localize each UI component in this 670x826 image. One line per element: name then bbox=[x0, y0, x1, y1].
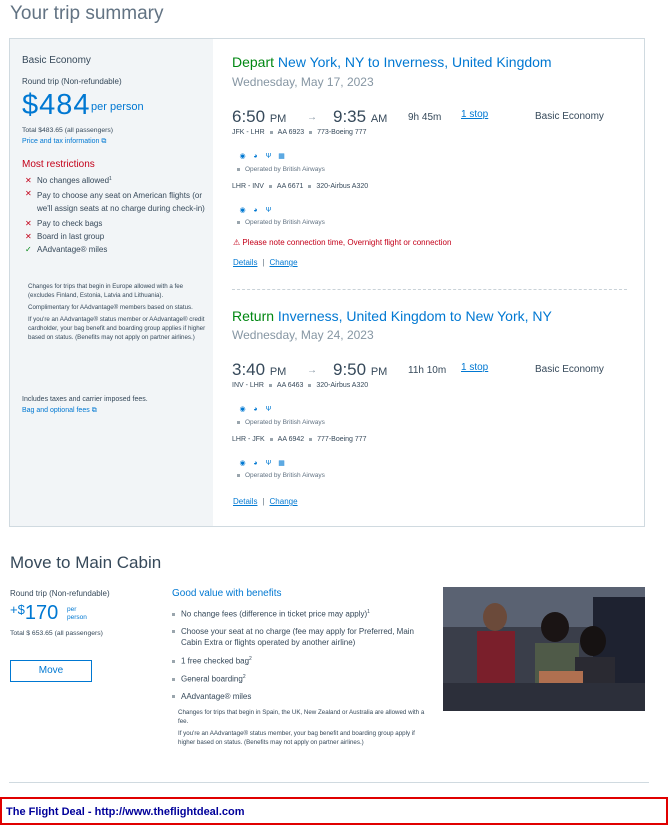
benefit-item: AAdvantage® miles bbox=[172, 691, 434, 702]
passengers-photo bbox=[443, 587, 645, 711]
upsell-price: +$170 bbox=[10, 602, 59, 624]
power-icon: ◕ bbox=[253, 153, 258, 160]
depart-title: Depart New York, NY to Inverness, United Kingdom bbox=[232, 54, 552, 70]
return-actions: Details | Change bbox=[233, 497, 298, 506]
amenities bbox=[237, 199, 276, 217]
fare-cabin: Basic Economy bbox=[22, 55, 91, 66]
fare-trip-type: Round trip (Non-refundable) bbox=[22, 77, 122, 86]
check-icon: ✓ bbox=[25, 245, 32, 254]
usb-icon: Ψ bbox=[265, 207, 272, 214]
return-date: Wednesday, May 24, 2023 bbox=[232, 328, 374, 342]
upsell-per-person: per person bbox=[67, 606, 87, 621]
return-change-link[interactable]: Change bbox=[269, 497, 298, 506]
benefit-item: No change fees (difference in ticket price may apply)$^1$ bbox=[172, 607, 434, 620]
restriction-text: Pay to check bags bbox=[37, 219, 103, 228]
return-title: Return Inverness, United Kingdom to New York, NY bbox=[232, 308, 552, 324]
depart-duration: 9h 45m bbox=[408, 112, 442, 123]
restriction-text: Pay to choose any seat on American flights (or we'll assign seats at no charge during check-in) bbox=[37, 191, 205, 213]
fare-price: $484 bbox=[22, 89, 91, 121]
wifi-icon: ◉ bbox=[239, 153, 246, 160]
restriction-item bbox=[25, 189, 205, 215]
x-icon: ✕ bbox=[25, 219, 32, 228]
depart-seg2-route: LHR - INV AA 6671 320-Airbus A320 bbox=[232, 183, 369, 190]
return-stops-link[interactable]: 1 stop bbox=[461, 362, 489, 373]
x-icon: ✕ bbox=[25, 232, 32, 241]
depart-actions: Details | Change bbox=[233, 258, 298, 267]
fare-total: Total $483.65 (all passengers) bbox=[22, 127, 114, 134]
return-details-link[interactable]: Details bbox=[233, 497, 258, 506]
depart-seg2-operator: Operated by British Airways bbox=[237, 219, 325, 226]
benefits-list bbox=[172, 607, 434, 702]
fare-footnotes bbox=[28, 282, 206, 342]
return-duration: 11h 10m bbox=[408, 365, 447, 376]
arrow-right-icon: → bbox=[307, 365, 317, 376]
restriction-item bbox=[25, 219, 205, 228]
upsell-footnotes bbox=[178, 708, 430, 747]
depart-date: Wednesday, May 17, 2023 bbox=[232, 75, 374, 89]
power-icon: ◕ bbox=[253, 460, 258, 467]
return-arr-time: 9:50 PM bbox=[333, 360, 388, 379]
restriction-item bbox=[25, 232, 205, 241]
depart-dep-time: 6:50 PM bbox=[232, 107, 287, 126]
depart-cabin: Basic Economy bbox=[535, 111, 604, 122]
depart-details-link[interactable]: Details bbox=[233, 258, 258, 267]
footnote: Changes for trips that begin in Europe allowed with a fee (excludes Finland, Estonia, Latvia and Lithuania). bbox=[28, 283, 184, 299]
upsell-title: Move to Main Cabin bbox=[10, 553, 162, 572]
wifi-icon: ◉ bbox=[239, 406, 246, 413]
benefit-item: General boarding$^2$ bbox=[172, 672, 434, 685]
usb-icon: Ψ bbox=[265, 153, 272, 160]
return-seg2-route: LHR - JFK AA 6942 777-Boeing 777 bbox=[232, 436, 367, 443]
depart-arr-time: 9:35 AM bbox=[333, 107, 388, 126]
x-icon: ✕ bbox=[25, 176, 32, 185]
restrictions-list bbox=[25, 176, 205, 254]
amenities bbox=[237, 452, 289, 470]
depart-stops-link[interactable]: 1 stop bbox=[461, 109, 489, 120]
wifi-icon: ◉ bbox=[239, 207, 246, 214]
benefit-item: Choose your seat at no charge (fee may apply for Preferred, Main Cabin Extra or flights operated by another airline) bbox=[172, 626, 434, 648]
depart-seg1-route: JFK - LHR AA 6923 773-Boeing 777 bbox=[232, 129, 367, 136]
entertainment-icon: ▦ bbox=[278, 460, 285, 467]
x-icon: ✕ bbox=[25, 189, 32, 198]
connection-warning: ⚠ Please note connection time, Overnight flight or connection bbox=[233, 238, 452, 247]
arrow-right-icon: → bbox=[307, 112, 317, 123]
footnote: Changes for trips that begin in Spain, the UK, New Zealand or Australia are allowed with a fee. bbox=[178, 709, 425, 725]
amenities bbox=[237, 145, 289, 163]
footnote: If you're an AAdvantage® status member or AAdvantage® credit cardholder, your bag benefit and boarding group applies if higher based on status. (Benefits may not apply on partner airlines.) bbox=[28, 316, 206, 341]
power-icon: ◕ bbox=[253, 207, 258, 214]
wifi-icon: ◉ bbox=[239, 460, 246, 467]
bag-fees-link[interactable]: Bag and optional fees ⧉ bbox=[22, 407, 97, 414]
return-cabin: Basic Economy bbox=[535, 364, 604, 375]
footnote: Complimentary for AAdvantage® members based on status. bbox=[28, 304, 193, 311]
usb-icon: Ψ bbox=[265, 406, 272, 413]
restriction-text: No changes allowed bbox=[37, 176, 110, 185]
restrictions-title: Most restrictions bbox=[22, 159, 95, 170]
footer-text[interactable]: The Flight Deal - http://www.theflightdeal.com bbox=[6, 806, 245, 818]
move-button[interactable]: Move bbox=[10, 660, 92, 682]
power-icon: ◕ bbox=[253, 406, 258, 413]
return-seg1-route: INV - LHR AA 6463 320-Airbus A320 bbox=[232, 382, 369, 389]
return-seg2-operator: Operated by British Airways bbox=[237, 472, 325, 479]
footer-banner bbox=[0, 797, 668, 825]
benefits-title: Good value with benefits bbox=[172, 588, 282, 599]
new-window-icon: ⧉ bbox=[101, 138, 107, 145]
segment-divider bbox=[232, 289, 627, 290]
depart-change-link[interactable]: Change bbox=[269, 258, 298, 267]
section-divider bbox=[9, 782, 649, 783]
fare-per-person: per person bbox=[91, 101, 144, 113]
restriction-text: AAdvantage® miles bbox=[37, 245, 108, 254]
restriction-item bbox=[25, 245, 205, 254]
price-tax-link[interactable]: Price and tax information ⧉ bbox=[22, 138, 107, 145]
warning-icon: ⚠ bbox=[233, 238, 241, 247]
return-dep-time: 3:40 PM bbox=[232, 360, 287, 379]
benefit-item: 1 free checked bag$^2$ bbox=[172, 654, 434, 667]
page-title: Your trip summary bbox=[10, 3, 164, 24]
new-window-icon: ⧉ bbox=[91, 407, 97, 414]
footnote: If you're an AAdvantage® status member, your bag benefit and boarding group apply if higher based on status. (Benefits may not apply on partner airlines.) bbox=[178, 730, 415, 746]
restriction-item: ✕ No changes allowed 1 bbox=[25, 176, 112, 185]
entertainment-icon: ▦ bbox=[278, 153, 285, 160]
taxes-note: Includes taxes and carrier imposed fees. bbox=[22, 396, 148, 403]
depart-seg1-operator: Operated by British Airways bbox=[237, 166, 325, 173]
upsell-total: Total $ 653.65 (all passengers) bbox=[10, 630, 103, 637]
usb-icon: Ψ bbox=[265, 460, 272, 467]
amenities bbox=[237, 398, 276, 416]
restriction-text: Board in last group bbox=[37, 232, 105, 241]
return-seg1-operator: Operated by British Airways bbox=[237, 419, 325, 426]
upsell-trip-type: Round trip (Non-refundable) bbox=[10, 589, 110, 598]
